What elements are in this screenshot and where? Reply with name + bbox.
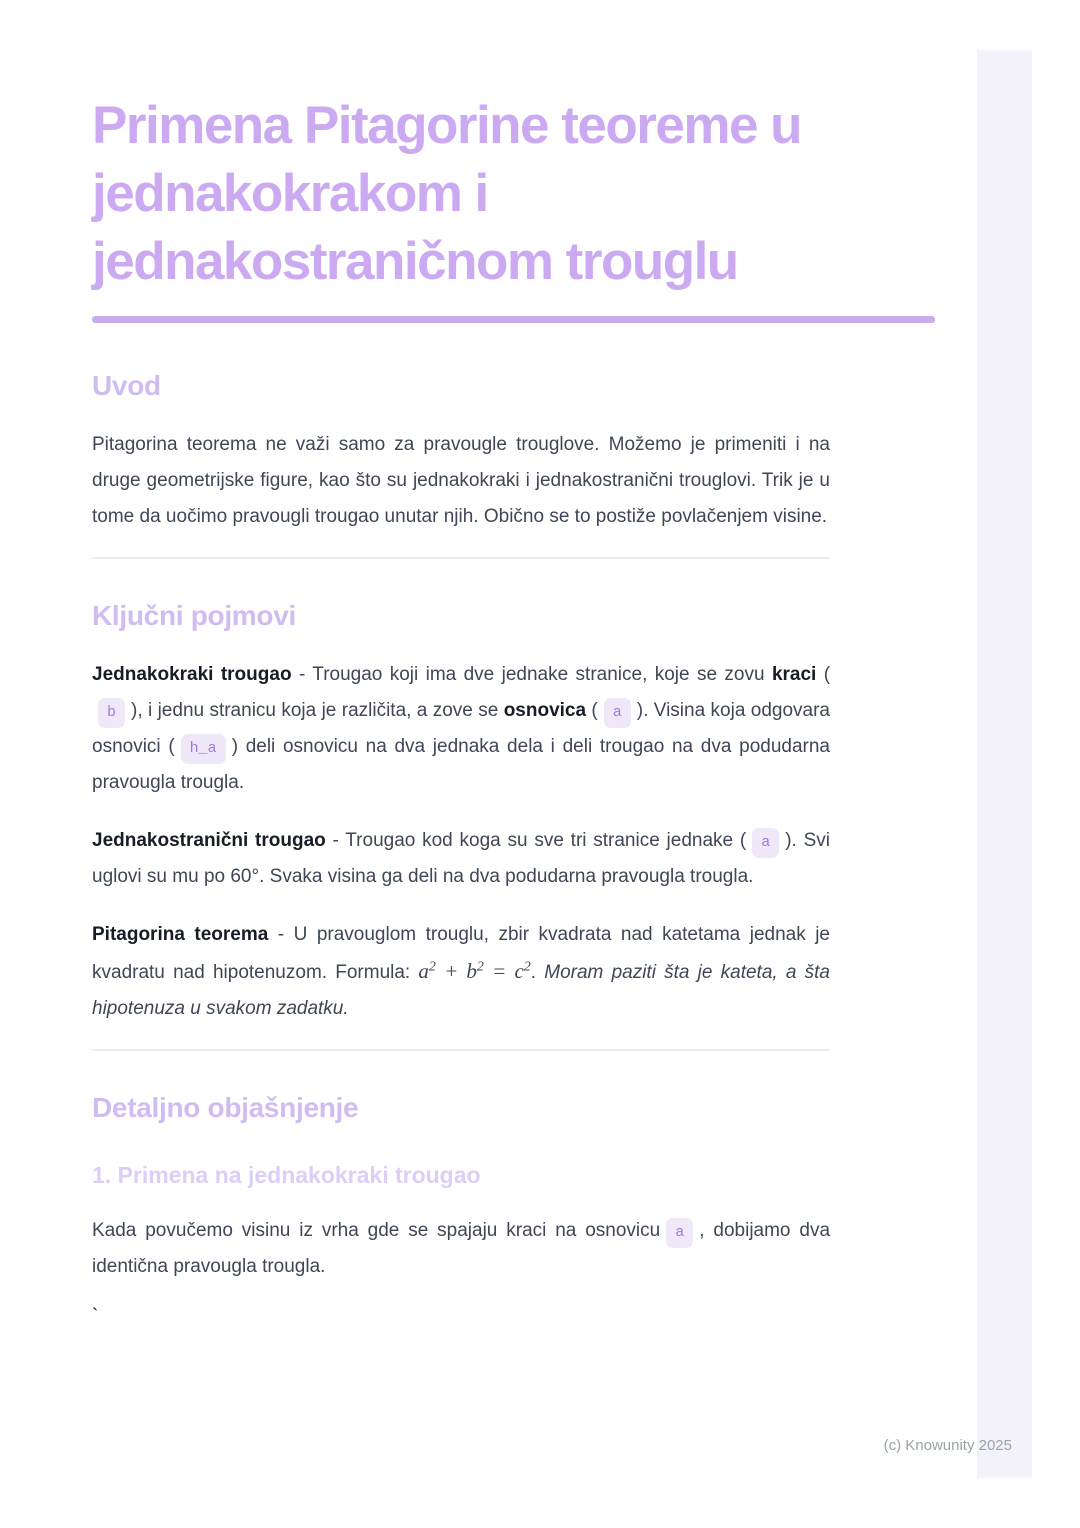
right-accent-stripe	[977, 50, 1032, 1478]
copyright-footer: (c) Knowunity 2025	[883, 1437, 1012, 1454]
math-fragment: =	[483, 959, 515, 983]
section-detaljno-objasnjenje	[92, 1091, 830, 1327]
section-divider	[92, 1049, 830, 1051]
text-fragment: Pitagorina teorema ne važi samo za pravougle trouglove. Možemo je primeniti i na druge geometrijske figure, kao što su jednakokraki i jednakostranični trouglovi. Trik je u tome da uočimo pravougli trougao unutar njih. Obično se to postiže povlačenjem visine.	[92, 434, 830, 527]
text-fragment: Moram paziti šta je kateta, a šta hipotenuza u svakom zadatku.	[92, 962, 830, 1019]
inline-code-badge: h_a	[181, 734, 226, 764]
math-fragment: +	[435, 959, 467, 983]
subsection-heading-jednakokraki: 1. Primena na jednakokraki trougao	[92, 1162, 481, 1188]
key-term-pitagorina-teorema-paragraph	[92, 917, 830, 1027]
section-heading-detaljno-objasnjenje: Detaljno objašnjenje	[92, 1092, 359, 1123]
document-content	[92, 0, 830, 1327]
text-fragment: ). Svi uglovi su mu po 60°. Svaka visina ga deli na dva podudarna pravougla trougla.	[92, 830, 830, 887]
inline-code-badge: b	[98, 698, 125, 728]
inline-code-badge: a	[604, 698, 631, 728]
text-fragment: - Trougao koji ima dve jednake stranice, koje se zovu	[291, 664, 772, 685]
text-fragment: , dobijamo dva identična pravougla trougla.	[92, 1220, 831, 1277]
text-fragment: .	[530, 962, 545, 983]
section-heading-kljucni-pojmovi: Ključni pojmovi	[92, 600, 296, 631]
text-fragment: (	[816, 664, 831, 685]
math-fragment: b	[466, 959, 477, 983]
text-fragment: Jednakokraki trougao	[92, 664, 292, 685]
math-fragment: a	[418, 959, 429, 983]
text-fragment: (	[586, 700, 598, 721]
key-term-jednakostranicni-paragraph	[92, 823, 830, 895]
intro-paragraph	[92, 427, 830, 535]
section-heading-uvod: Uvod	[92, 370, 161, 401]
inline-code-badge: a	[666, 1218, 693, 1248]
title-underline-rule	[92, 316, 935, 323]
text-fragment: Jednakostranični trougao	[92, 830, 326, 851]
text-fragment: ), i jednu stranicu koja je različita, a zove se	[131, 700, 504, 721]
math-fragment: c	[514, 959, 524, 983]
math-fragment: 2	[428, 959, 436, 975]
text-fragment: Pitagorina teorema	[92, 924, 269, 945]
page-title: Primena Pitagorine teoreme u jednakokrakom i jednakostraničnom trouglu	[92, 96, 802, 291]
inline-code-badge: a	[752, 828, 779, 858]
text-fragment: - U pravouglom trouglu, zbir kvadrata nad katetama jednak je kvadratu nad hipotenuzom. Formula:	[92, 924, 830, 983]
section-kljucni-pojmovi	[92, 599, 830, 1027]
section-divider	[92, 557, 830, 559]
text-fragment: ). Visina koja odgovara osnovici (	[92, 700, 830, 757]
text-fragment: osnovica	[503, 700, 587, 721]
math-fragment: 2	[523, 959, 531, 975]
text-fragment: Kada povučemo visinu iz vrha gde se spajaju kraci na osnovicu	[92, 1220, 661, 1241]
section-uvod	[92, 369, 830, 535]
text-fragment: ) deli osnovicu na dva jednaka dela i deli trougao na dva podudarna pravougla trougla.	[92, 736, 830, 793]
math-fragment: 2	[476, 959, 484, 975]
key-term-jednakokraki-paragraph	[92, 657, 830, 801]
detail-paragraph	[92, 1213, 830, 1285]
stray-backtick-character: `	[92, 1306, 99, 1327]
text-fragment: kraci	[771, 664, 817, 685]
text-fragment: - Trougao kod koga su sve tri stranice jednake (	[325, 830, 747, 851]
